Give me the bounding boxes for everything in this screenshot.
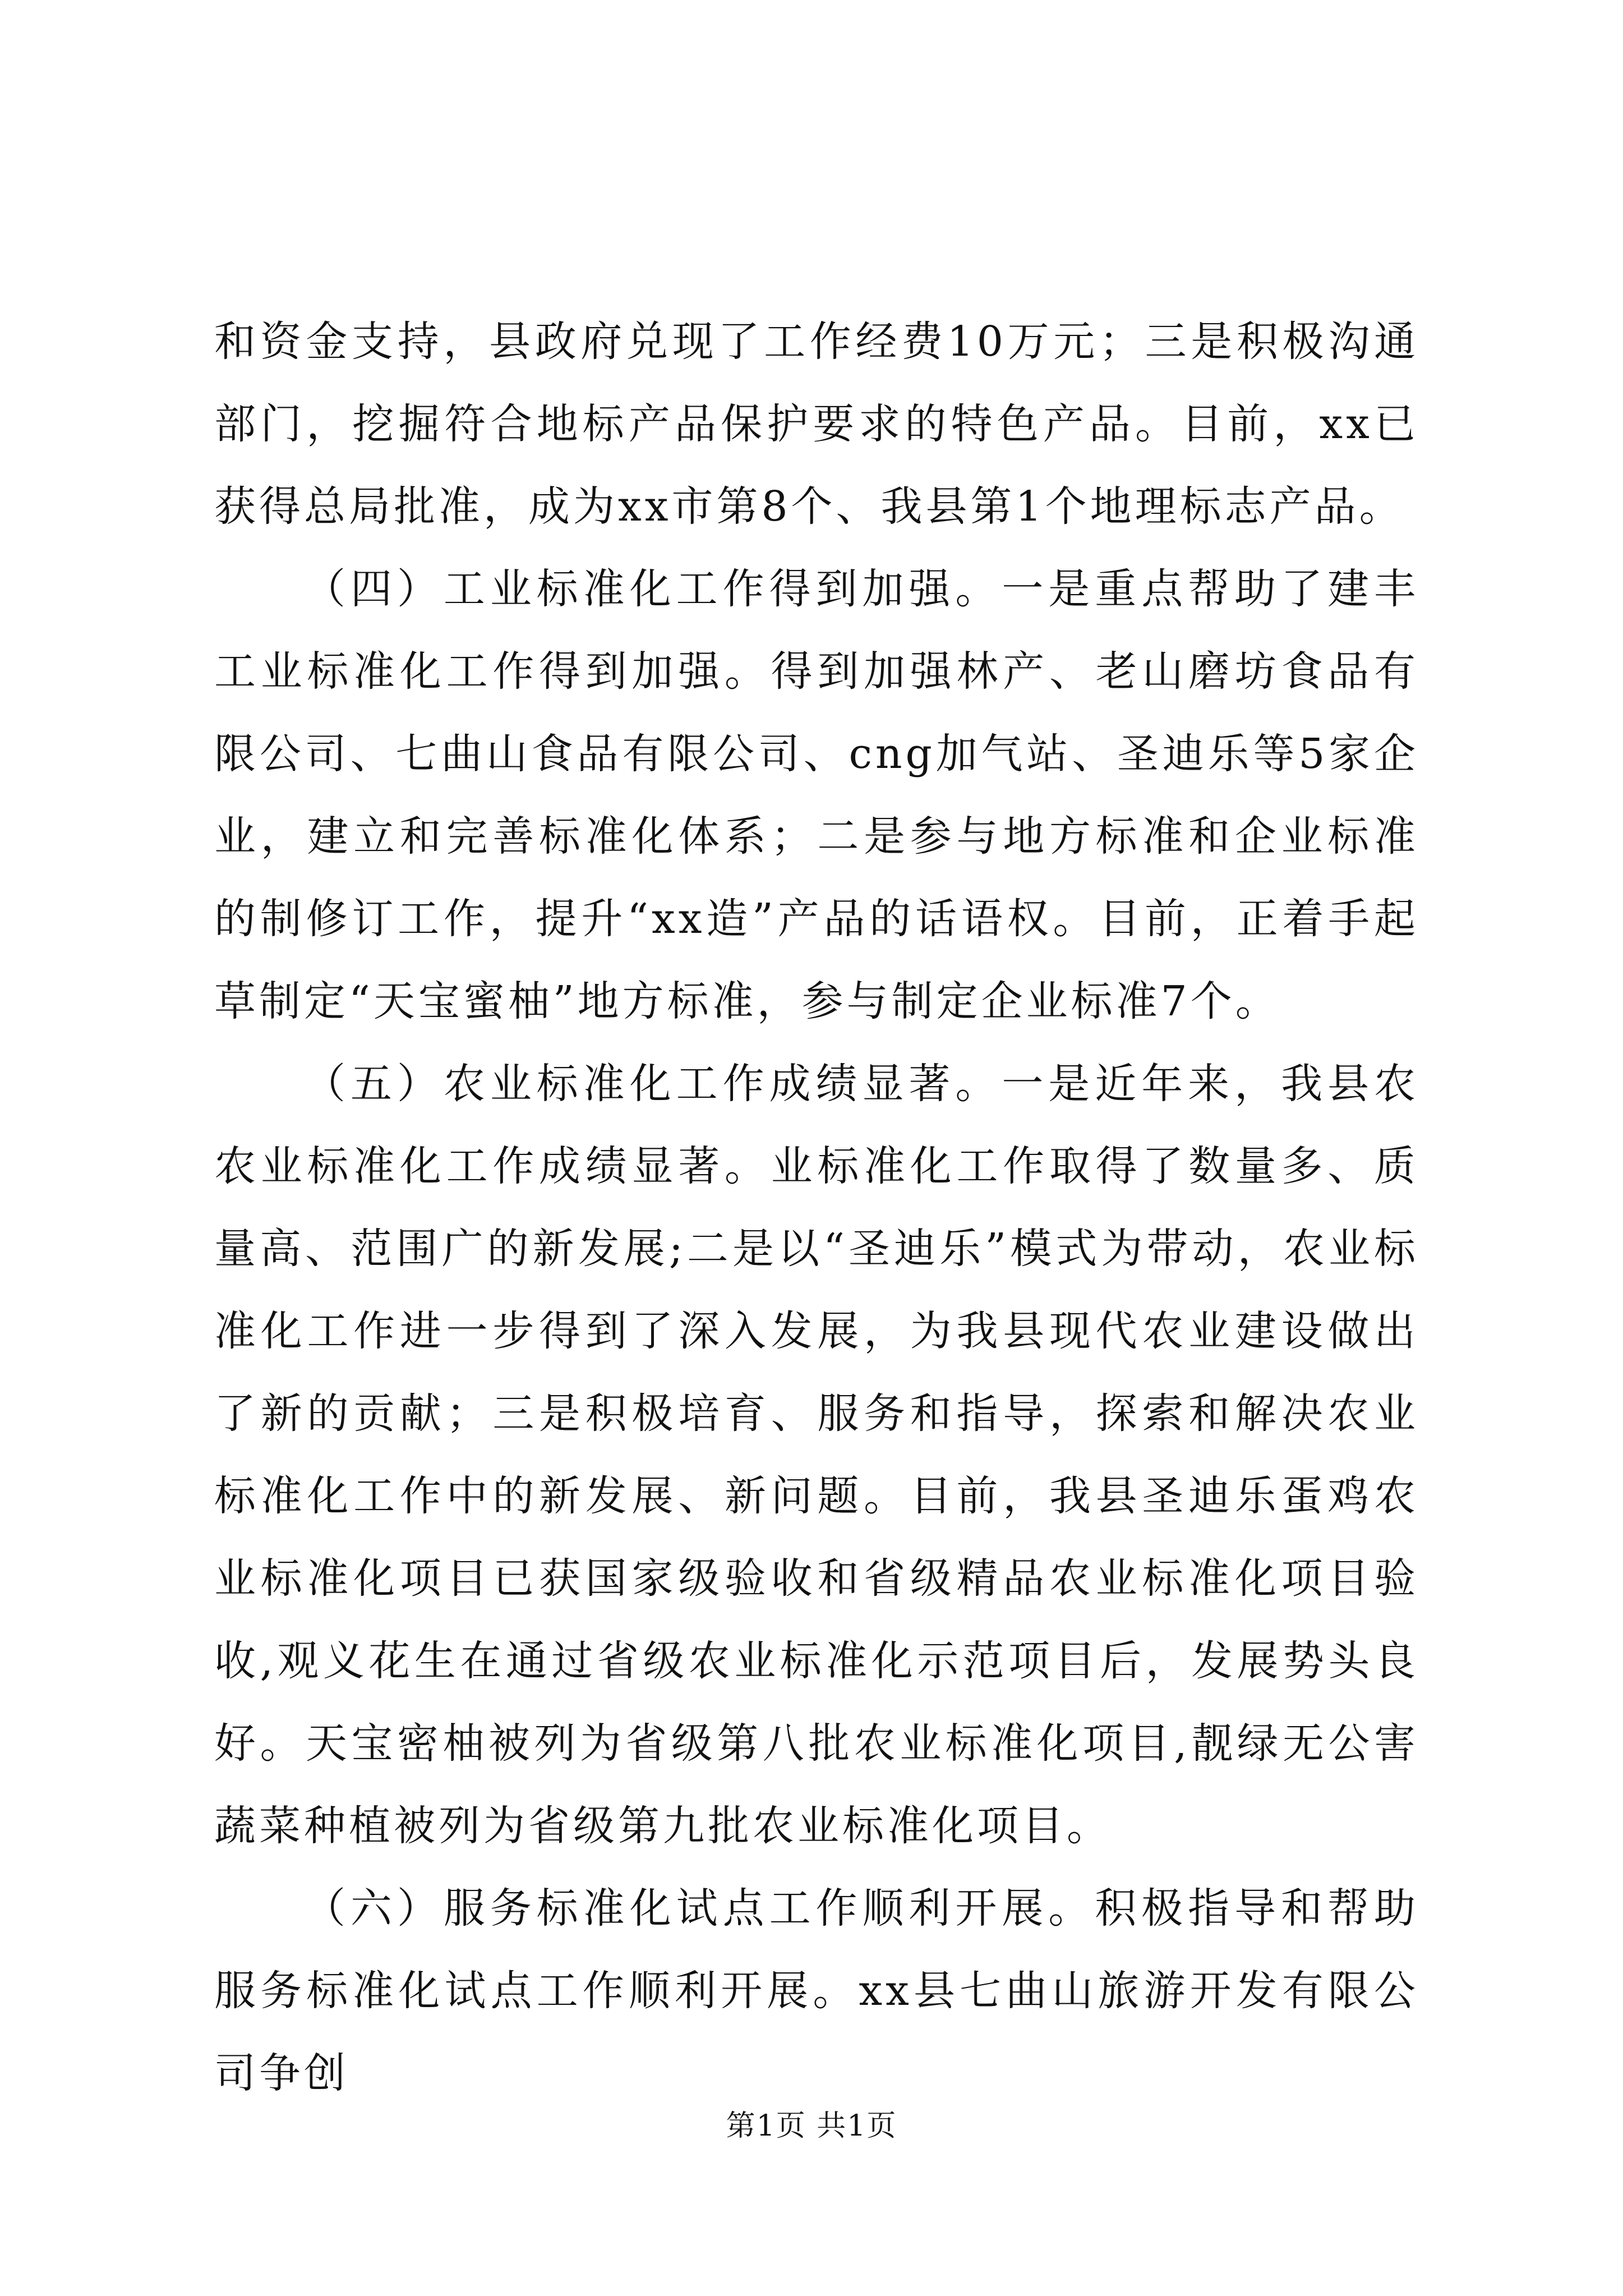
paragraph-service-standardization: （六）服务标准化试点工作顺利开展。积极指导和帮助服务标准化试点工作顺利开展。xx县七曲山旅游开发有限公司争创 xyxy=(214,1884,1419,2097)
paragraph-continuation: 和资金支持，县政府兑现了工作经费10万元；三是积极沟通部门，挖掘符合地标产品保护要求的特色产品。目前，xx已获得总局批准，成为xx市第8个、我县第1个地理标志产品。 xyxy=(214,318,1419,531)
paragraph-industrial-standardization: （四）工业标准化工作得到加强。一是重点帮助了建丰工业标准化工作得到加强。得到加强林产、老山磨坊食品有限公司、七曲山食品有限公司、cng加气站、圣迪乐等5家企业，建立和完善标准化体系；二是参与地方标准和企业标准的制修订工作，提升“xx造”产品的话语权。目前，正着手起草制定“天宝蜜柚”地方标准，参与制定企业标准7个。 xyxy=(214,565,1419,1025)
page-footer: 第1页 共1页 xyxy=(726,2109,897,2143)
paragraph-agricultural-standardization: （五）农业标准化工作成绩显著。一是近年来，我县农农业标准化工作成绩显著。业标准化工作取得了数量多、质量高、范围广的新发展;二是以“圣迪乐”模式为带动，农业标准化工作进一步得到了深入发展，为我县现代农业建设做出了新的贡献；三是积极培育、服务和指导，探索和解决农业标准化工作中的新发展、新问题。目前，我县圣迪乐蛋鸡农业标准化项目已获国家级验收和省级精品农业标准化项目验收,观义花生在通过省级农业标准化示范项目后，发展势头良好。天宝密柚被列为省级第八批农业标准化项目,靓绿无公害蔬菜种植被列为省级第九批农业标准化项目。 xyxy=(214,1060,1419,1850)
document-body xyxy=(214,301,1419,2115)
